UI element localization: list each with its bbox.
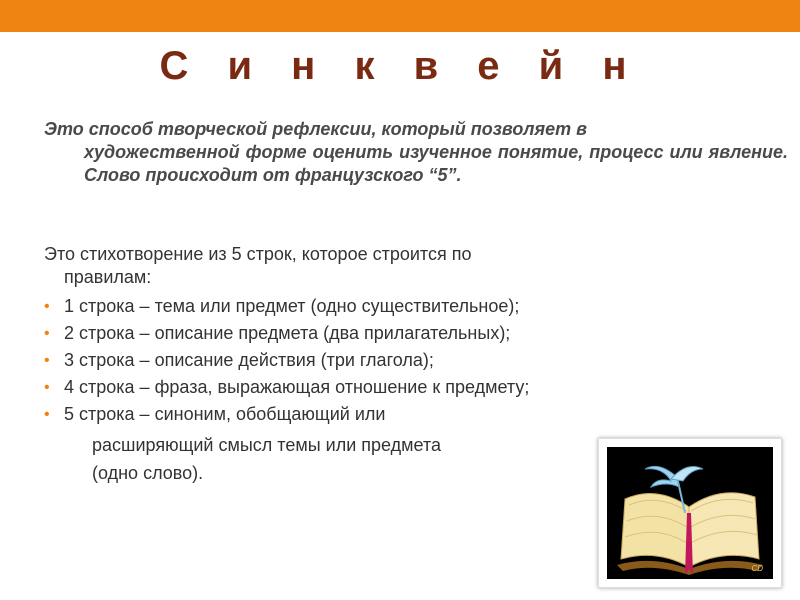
rule-item-3 <box>44 347 784 374</box>
definition-first-line: Это способ творческой рефлексии, который позволяет в <box>44 119 587 139</box>
book-quill-image <box>598 438 782 588</box>
rule-text: 5 строка – синоним, обобщающий или <box>64 404 386 424</box>
lead-line-2: правилам: <box>64 267 152 287</box>
bullet-icon: • <box>44 379 50 396</box>
rule-text: 2 строка – описание предмета (два прилагательных); <box>64 323 511 343</box>
rules-list <box>44 293 784 428</box>
bullet-icon: • <box>44 352 50 369</box>
rule-item-2 <box>44 320 784 347</box>
image-watermark: CD <box>751 564 763 573</box>
rule-text: 1 строка – тема или предмет (одно существительное); <box>64 296 520 316</box>
rule-item-4 <box>44 374 784 401</box>
rule-5-continuation-line-1: расширяющий смысл темы или предмета <box>92 435 442 455</box>
bullet-icon: • <box>44 406 50 423</box>
lead-line-1: Это стихотворение из 5 строк, которое строится по <box>44 244 472 264</box>
rule-5-continuation-line-2: (одно слово). <box>92 463 204 483</box>
bullet-icon: • <box>44 298 50 315</box>
slide-title: С и н к в е й н <box>159 44 641 88</box>
book-image-background <box>607 447 773 579</box>
rule-text: 4 строка – фраза, выражающая отношение к предмету; <box>64 377 530 397</box>
rule-item-5 <box>44 401 784 428</box>
rules-lead-paragraph <box>44 243 694 289</box>
rule-text: 3 строка – описание действия (три глагола); <box>64 350 434 370</box>
open-book-icon <box>607 447 773 579</box>
bullet-icon: • <box>44 325 50 342</box>
rule-item-1 <box>44 293 784 320</box>
top-accent-bar <box>0 0 800 32</box>
definition-paragraph <box>44 118 788 187</box>
definition-rest: художественной форме оценить изученное понятие, процесс или явление. Слово происходит от французского “5”. <box>84 142 788 185</box>
